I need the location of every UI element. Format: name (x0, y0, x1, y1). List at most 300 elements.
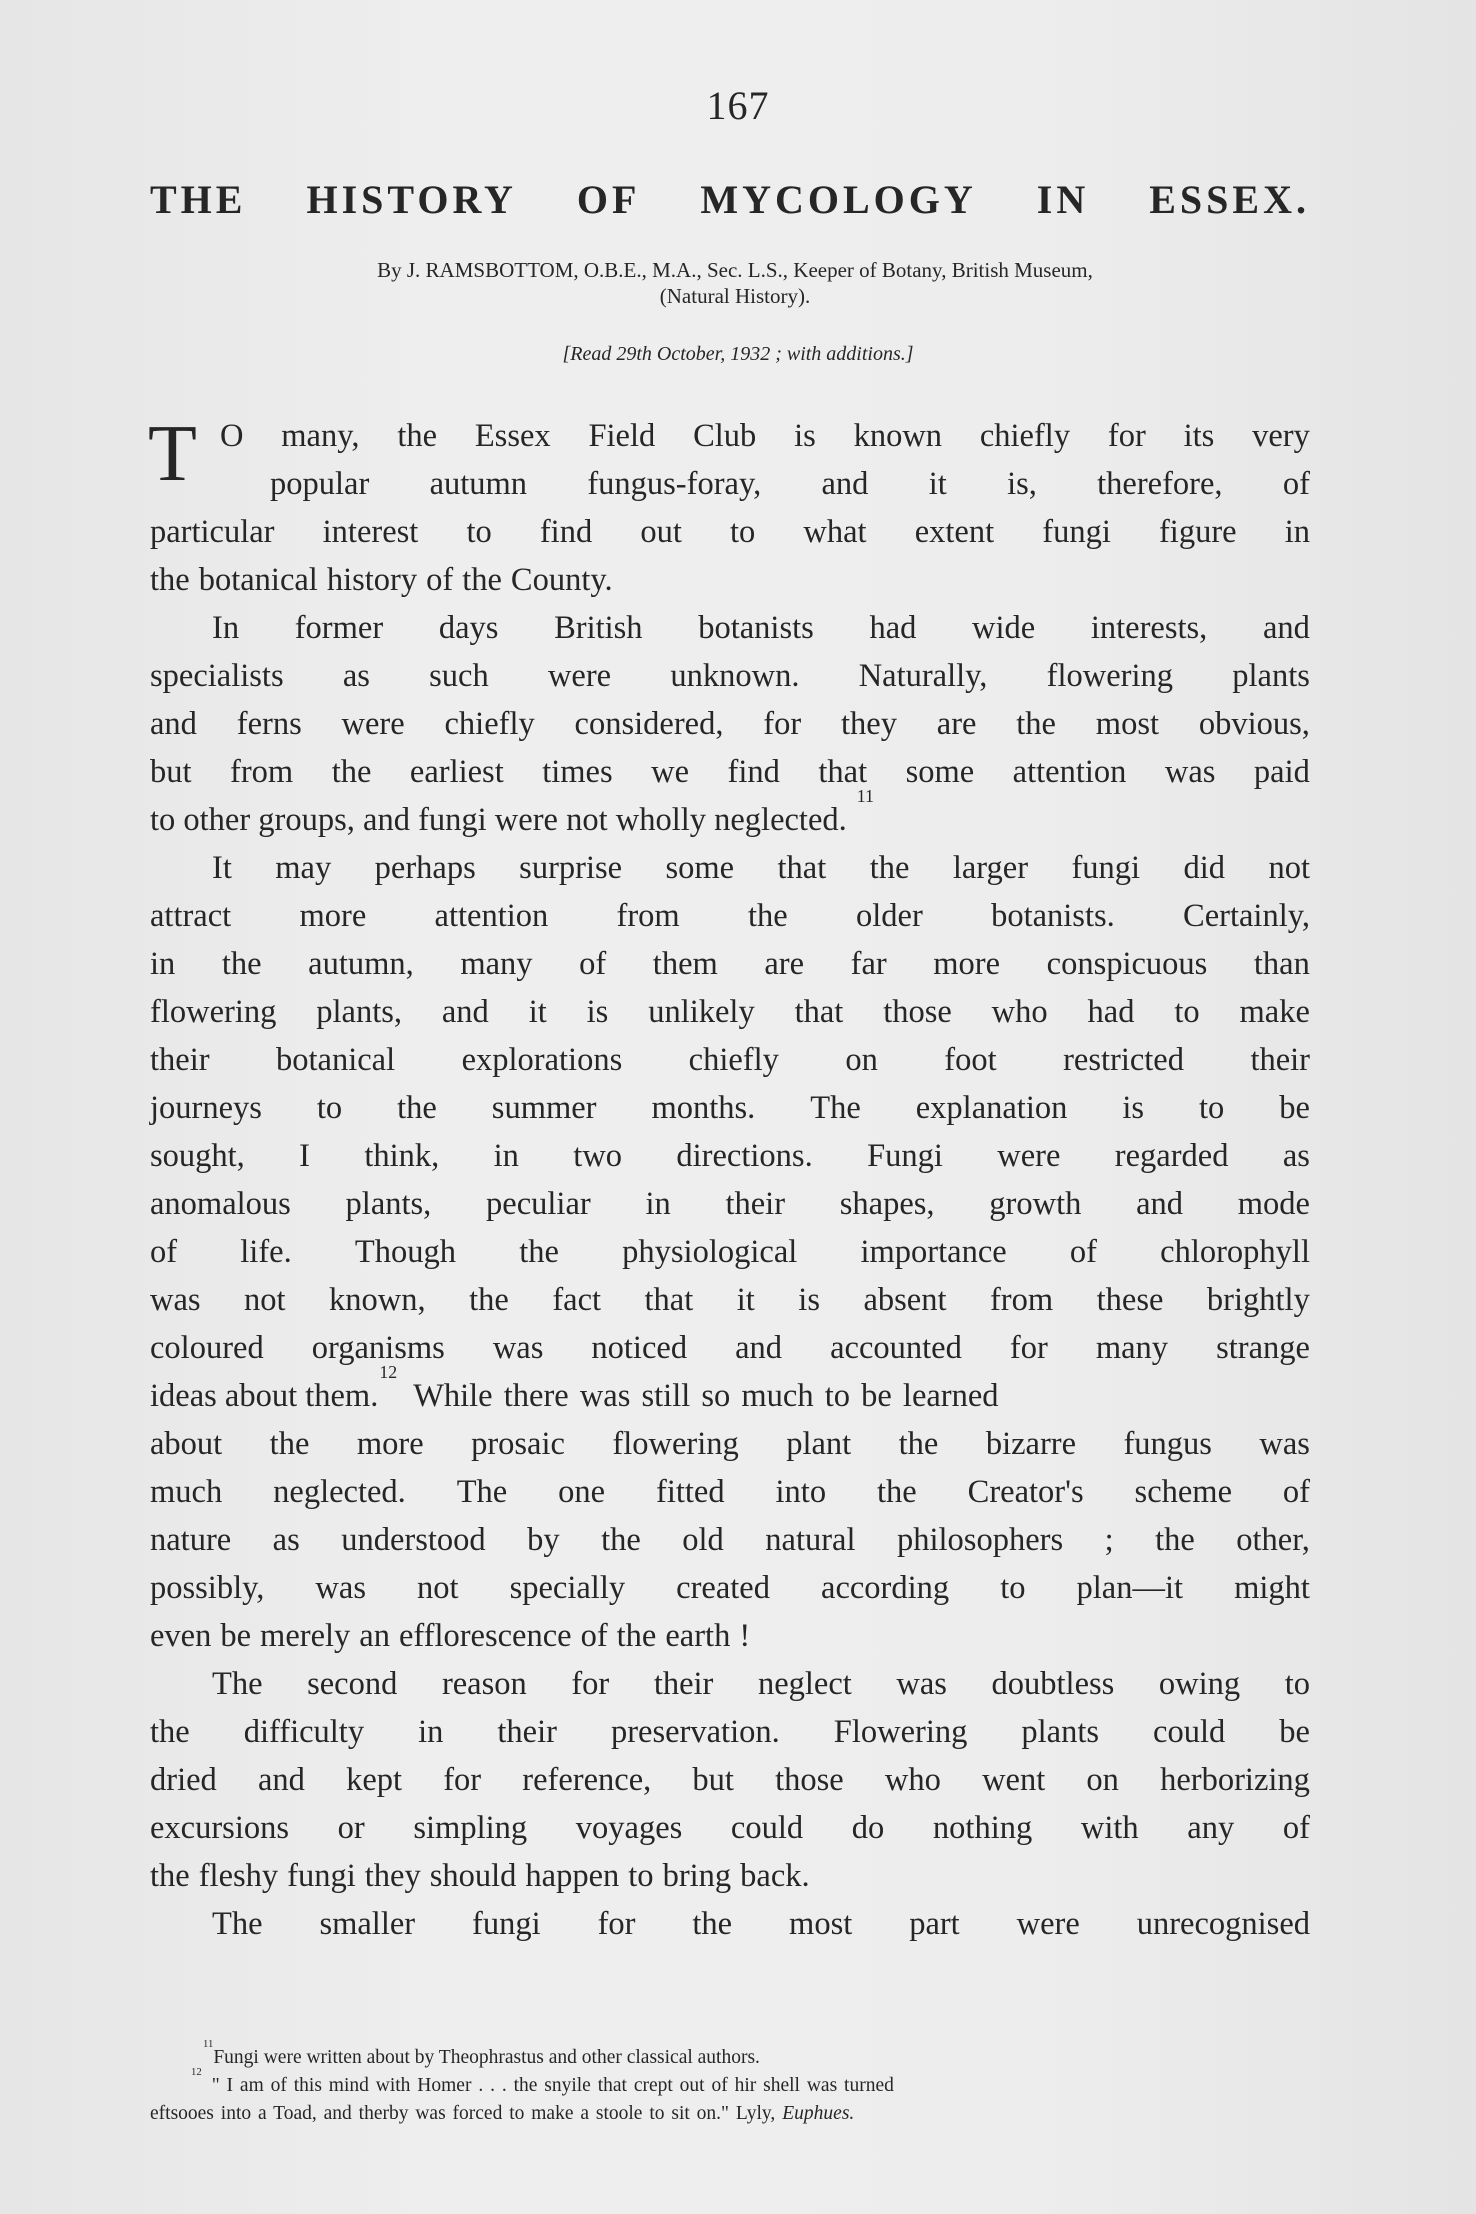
word: to (729, 514, 756, 550)
text-line (150, 748, 1310, 796)
word: the (331, 754, 372, 790)
word: brightly (1206, 1282, 1310, 1318)
footnote-text: Fungi were written about by Theophrastus and other classical authors. (213, 2047, 760, 2068)
word: fleshy (198, 1858, 279, 1894)
word: were (547, 658, 612, 694)
word: in (493, 1138, 519, 1174)
word: more (933, 946, 1001, 982)
word: with (1080, 1810, 1139, 1846)
word: fact (552, 1282, 602, 1318)
word: to (1000, 1570, 1026, 1606)
word: the (150, 1858, 190, 1894)
word: the (269, 1426, 310, 1462)
word: who (991, 994, 1048, 1030)
word: the (397, 418, 438, 454)
word: British (554, 610, 643, 646)
word: fungi (472, 1906, 541, 1942)
word: and (1136, 1186, 1184, 1222)
word: Essex (474, 418, 551, 454)
word: its (1183, 418, 1215, 454)
word: peculiar (486, 1186, 591, 1222)
word: nothing (932, 1810, 1033, 1846)
word: and (257, 1762, 305, 1798)
text-line (150, 988, 1310, 1036)
word: the (869, 850, 910, 886)
word: plan—it (1076, 1570, 1184, 1606)
word: It (212, 850, 232, 886)
word: attention (434, 898, 549, 934)
word: far (850, 946, 887, 982)
word: it (928, 466, 947, 502)
word: specialists (150, 658, 284, 694)
word: was (1164, 754, 1216, 790)
title-word: HISTORY (306, 177, 517, 222)
word: second (307, 1666, 398, 1702)
word: The (212, 1666, 263, 1702)
word: did (1183, 850, 1226, 886)
word: County. (510, 562, 613, 598)
word: had (1087, 994, 1135, 1030)
word: reference, (522, 1762, 652, 1798)
word: O (220, 418, 244, 454)
word: the (748, 898, 788, 934)
footnote-continued (150, 2100, 1310, 2128)
word: attract (150, 898, 232, 934)
word: ferns (236, 706, 302, 742)
word: therefore, (1097, 466, 1223, 502)
word: flowering (612, 1426, 739, 1462)
text-line (150, 940, 1310, 988)
word: it (736, 1282, 755, 1318)
word: ; (1104, 1522, 1114, 1558)
word: them (652, 946, 718, 982)
word: possibly, (150, 1570, 265, 1606)
word: by (527, 1522, 560, 1558)
word: plant (786, 1426, 852, 1462)
word: be (1279, 1714, 1310, 1750)
word: the (1016, 706, 1056, 742)
text-line (150, 1132, 1310, 1180)
word: those (883, 994, 952, 1030)
word: simpling (413, 1810, 528, 1846)
word: and (735, 1330, 783, 1366)
word: from (989, 1282, 1054, 1318)
word: paid (1253, 754, 1310, 790)
word: Fungi (867, 1138, 943, 1174)
word: think, (364, 1138, 440, 1174)
word: the (519, 1234, 559, 1270)
word: The (456, 1474, 508, 1510)
word: botanical (276, 1042, 396, 1078)
word: fungus-foray, (587, 466, 762, 502)
word: more (356, 1426, 424, 1462)
word: in (645, 1186, 671, 1222)
word: as (1282, 1138, 1310, 1174)
text-line (150, 1516, 1310, 1564)
word: absent (863, 1282, 947, 1318)
word: any (1187, 1810, 1235, 1846)
word: chlorophyll (1160, 1234, 1310, 1270)
word: Flowering (833, 1714, 968, 1750)
word: of (1282, 1810, 1310, 1846)
word: known, (329, 1282, 426, 1318)
footnotes (150, 2038, 1310, 2128)
page-number: 167 (706, 83, 770, 128)
word: Club (693, 418, 757, 454)
word: plants (1021, 1714, 1100, 1750)
word: could (1153, 1714, 1226, 1750)
word: find (539, 514, 593, 550)
author-byline (200, 257, 1270, 309)
word: restricted (1063, 1042, 1184, 1078)
word: for (763, 706, 802, 742)
word: earth (665, 1618, 731, 1654)
word: many (460, 946, 533, 982)
word: physiological (622, 1234, 798, 1270)
word: organisms (311, 1330, 445, 1366)
word: the (469, 1282, 509, 1318)
word: particular (150, 514, 275, 550)
word: for (1107, 418, 1146, 454)
text-line (150, 1036, 1310, 1084)
word: is (794, 418, 816, 454)
word: their (725, 1186, 786, 1222)
title-word: MYCOLOGY (700, 177, 977, 222)
word: was (1259, 1426, 1310, 1462)
word: autumn, (308, 946, 414, 982)
word: their (653, 1666, 714, 1702)
word: to (1174, 994, 1200, 1030)
word: Creator's (967, 1474, 1084, 1510)
word: much (150, 1474, 223, 1510)
text-line (150, 1564, 1310, 1612)
word: kept (346, 1762, 403, 1798)
word: some (905, 754, 975, 790)
word: smaller (319, 1906, 416, 1942)
word: as (342, 658, 370, 694)
word: and (441, 994, 489, 1030)
word: of (150, 1234, 178, 1270)
word: directions. (676, 1138, 813, 1174)
word: neglected. (273, 1474, 406, 1510)
word: journeys (150, 1090, 262, 1126)
word: out (640, 514, 682, 550)
text-line (150, 1362, 1310, 1420)
text-line (150, 1468, 1310, 1516)
word: one (558, 1474, 606, 1510)
word: fitted (656, 1474, 725, 1510)
word: Though (354, 1234, 457, 1270)
word: in (1284, 514, 1310, 550)
word: were (1016, 1906, 1080, 1942)
word: was (492, 1330, 544, 1366)
word: from (616, 898, 680, 934)
word: on (1086, 1762, 1119, 1798)
word: times (542, 754, 613, 790)
word: known (853, 418, 943, 454)
word: efflorescence (398, 1618, 572, 1654)
word: growth (989, 1186, 1082, 1222)
byline-line: (Natural History). (659, 284, 811, 308)
word: scheme (1134, 1474, 1232, 1510)
word: were (997, 1138, 1061, 1174)
drop-cap: T (148, 410, 197, 498)
line-text: ideas about them. (150, 1378, 379, 1414)
text-line (150, 1900, 1310, 1948)
word: chiefly (688, 1042, 779, 1078)
word: most (789, 1906, 853, 1942)
text-line (150, 786, 1310, 844)
word: considered, (574, 706, 724, 742)
title-word: IN (1036, 177, 1090, 222)
footnote-ref: 11 (856, 786, 874, 806)
word: about (150, 1426, 223, 1462)
footnote-mark: 12 (191, 2066, 202, 2078)
word: and (821, 466, 869, 502)
word: was (150, 1282, 201, 1318)
word: botanists (698, 610, 814, 646)
word: days (438, 610, 499, 646)
text-line (150, 1324, 1310, 1372)
word: is (1122, 1090, 1145, 1126)
word: the (898, 1426, 939, 1462)
word: voyages (575, 1810, 683, 1846)
word: for (571, 1666, 610, 1702)
word: might (1234, 1570, 1310, 1606)
word: it (528, 994, 547, 1030)
text-line (150, 1084, 1310, 1132)
word: coloured (150, 1330, 264, 1366)
word: obvious, (1198, 706, 1310, 742)
word: that (644, 1282, 694, 1318)
word: nature (150, 1522, 232, 1558)
word: popular (270, 466, 370, 502)
word: Naturally, (858, 658, 988, 694)
word: according (821, 1570, 950, 1606)
word: figure (1158, 514, 1237, 550)
word: bizarre (985, 1426, 1077, 1462)
word: part (909, 1906, 960, 1942)
word: as (272, 1522, 300, 1558)
text-line (150, 1804, 1310, 1852)
word: fungi (1042, 514, 1111, 550)
word: be (1279, 1090, 1310, 1126)
word: surprise (519, 850, 623, 886)
word: extent (914, 514, 995, 550)
text-line (150, 460, 1310, 508)
word: attention (1012, 754, 1127, 790)
word: went (982, 1762, 1046, 1798)
word: for (443, 1762, 482, 1798)
word: the (397, 1090, 437, 1126)
word: fungi (287, 1858, 356, 1894)
word: regarded (1114, 1138, 1229, 1174)
word: unknown. (670, 658, 800, 694)
word: Field (588, 418, 656, 454)
word: The (810, 1090, 861, 1126)
word: happen (525, 1858, 620, 1894)
word: on (845, 1042, 878, 1078)
text-line (150, 412, 1310, 460)
word: merely (260, 1618, 351, 1654)
word: earliest (409, 754, 504, 790)
title-word: OF (576, 177, 641, 222)
word: the (877, 1474, 917, 1510)
word: neglect (757, 1666, 852, 1702)
word: in (418, 1714, 444, 1750)
word: old (682, 1522, 724, 1558)
word: ! (739, 1618, 751, 1654)
word: very (1252, 418, 1310, 454)
word: sought, (150, 1138, 245, 1174)
text-line (150, 700, 1310, 748)
word: they (364, 1858, 421, 1894)
text-line (150, 1180, 1310, 1228)
text-line (150, 1852, 1310, 1900)
article-title (150, 176, 1310, 223)
word: autumn (429, 466, 528, 502)
text-line (150, 604, 1310, 652)
word: to (628, 1858, 654, 1894)
word: wide (972, 610, 1036, 646)
title-word: ESSEX. (1149, 177, 1310, 222)
footnote-mark: 11 (203, 2038, 214, 2050)
word: such (429, 658, 489, 694)
word: chiefly (444, 706, 535, 742)
word: foot (944, 1042, 997, 1078)
footnote (150, 2066, 1310, 2100)
word: they (840, 706, 897, 742)
word: anomalous (150, 1186, 291, 1222)
title-word: THE (150, 177, 247, 222)
word: doubtless (991, 1666, 1115, 1702)
text-line (150, 844, 1310, 892)
word: interest (322, 514, 419, 550)
word: to (1198, 1090, 1225, 1126)
word: not (417, 1570, 459, 1606)
word: the (462, 562, 502, 598)
word: not (1268, 850, 1310, 886)
word: explanation (915, 1090, 1068, 1126)
word: explorations (461, 1042, 623, 1078)
word: specially (509, 1570, 626, 1606)
word: fungus (1123, 1426, 1212, 1462)
text-line (150, 556, 1310, 604)
word: botanical (198, 562, 318, 598)
word: former (294, 610, 384, 646)
footnote (150, 2038, 1310, 2072)
word: two (573, 1138, 623, 1174)
word: into (775, 1474, 827, 1510)
word: for (1009, 1330, 1048, 1366)
word: conspicuous (1046, 946, 1208, 982)
word: prosaic (471, 1426, 565, 1462)
word: reason (441, 1666, 527, 1702)
word: of (580, 1618, 608, 1654)
word: In (212, 610, 240, 646)
word: understood (341, 1522, 486, 1558)
word: what (803, 514, 867, 550)
word: the (616, 1618, 657, 1654)
word: flowering (150, 994, 277, 1030)
text-line (150, 508, 1310, 556)
word: months. (651, 1090, 756, 1126)
text-line (150, 1756, 1310, 1804)
word: many, (281, 418, 360, 454)
word: preservation. (610, 1714, 780, 1750)
word: an (359, 1618, 390, 1654)
text-line (150, 1228, 1310, 1276)
word: is (798, 1282, 820, 1318)
word: many (1095, 1330, 1169, 1366)
line-text: While there was still so much to be learned (413, 1378, 999, 1414)
word: to (1284, 1666, 1310, 1702)
word: noticed (591, 1330, 688, 1366)
word: who (884, 1762, 941, 1798)
word: these (1096, 1282, 1164, 1318)
word: the (150, 1714, 190, 1750)
word: older (856, 898, 923, 934)
word: interests, (1090, 610, 1208, 646)
word: for (597, 1906, 636, 1942)
footnote-text: " I am of this mind with Homer . . . the snyile that crept out of hir shell was turned (211, 2075, 894, 2096)
word: are (936, 706, 977, 742)
word: make (1239, 994, 1310, 1030)
word: was (896, 1666, 947, 1702)
footnote-source-title: Euphues. (782, 2103, 855, 2124)
word: was (315, 1570, 366, 1606)
word: we (651, 754, 690, 790)
word: those (775, 1762, 844, 1798)
word: and (1262, 610, 1310, 646)
word: accounted (830, 1330, 962, 1366)
word: to (466, 514, 492, 550)
word: importance (860, 1234, 1007, 1270)
word: created (676, 1570, 770, 1606)
word: or (337, 1810, 365, 1846)
text-line (150, 892, 1310, 940)
word: were (341, 706, 405, 742)
word: and (150, 706, 197, 742)
word: owing (1158, 1666, 1241, 1702)
word: be (220, 1618, 252, 1654)
word: the (601, 1522, 641, 1558)
word: plants (1232, 658, 1310, 694)
word: The (212, 1906, 263, 1942)
article-body (150, 412, 1310, 1948)
word: the (692, 1906, 733, 1942)
word: that (777, 850, 827, 886)
word: botanists. (991, 898, 1115, 934)
word: Certainly, (1183, 898, 1310, 934)
word: of (1282, 466, 1310, 502)
word: of (1282, 1474, 1310, 1510)
word: of (426, 562, 454, 598)
word: that (794, 994, 844, 1030)
word: is, (1007, 466, 1037, 502)
word: dried (150, 1762, 217, 1798)
word: philosophers (896, 1522, 1064, 1558)
word: chiefly (979, 418, 1071, 454)
word: may (275, 850, 332, 886)
word: excursions (150, 1810, 289, 1846)
word: summer (491, 1090, 597, 1126)
text-line (150, 652, 1310, 700)
word: plants, (345, 1186, 432, 1222)
word: herborizing (1160, 1762, 1310, 1798)
word: unlikely (648, 994, 755, 1030)
text-line (150, 1276, 1310, 1324)
